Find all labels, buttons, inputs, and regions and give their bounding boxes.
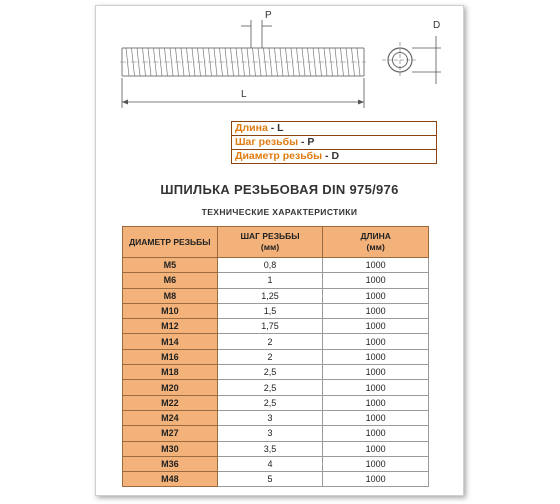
header-length (323, 227, 429, 258)
diameter-cell: M27 (123, 426, 218, 441)
diameter-cell: M8 (123, 288, 218, 303)
header-pitch-title: ШАГ РЕЗЬБЫ (240, 231, 300, 241)
pitch-cell: 1,5 (217, 303, 323, 318)
length-cell: 1000 (323, 380, 429, 395)
diameter-cell: M30 (123, 441, 218, 456)
pitch-cell: 3,5 (217, 441, 323, 456)
pitch-cell: 0,8 (217, 258, 323, 273)
pitch-cell: 1 (217, 273, 323, 288)
table-row (123, 258, 429, 273)
header-pitch (217, 227, 323, 258)
pitch-cell: 3 (217, 426, 323, 441)
diameter-cell: M36 (123, 456, 218, 471)
diameter-cell: M6 (123, 273, 218, 288)
spec-table (122, 226, 429, 487)
diameter-cell: M10 (123, 303, 218, 318)
length-cell: 1000 (323, 472, 429, 487)
table-row (123, 303, 429, 318)
table-row (123, 365, 429, 380)
pitch-cell: 3 (217, 410, 323, 425)
table-row (123, 410, 429, 425)
header-length-unit: (мм) (366, 242, 385, 252)
table-row (123, 426, 429, 441)
length-cell: 1000 (323, 349, 429, 364)
legend-row (232, 136, 437, 150)
legend-cell: Длина - L (232, 122, 437, 136)
pitch-cell: 1,25 (217, 288, 323, 303)
diameter-label: D (433, 20, 441, 31)
length-cell: 1000 (323, 288, 429, 303)
legend-key: Длина (235, 122, 268, 134)
length-label: L (241, 89, 247, 100)
pitch-label: P (265, 10, 272, 21)
legend-row (232, 150, 437, 164)
length-cell: 1000 (323, 334, 429, 349)
pitch-cell: 2,5 (217, 395, 323, 410)
legend-row (232, 122, 437, 136)
length-cell: 1000 (323, 273, 429, 288)
table-row (123, 380, 429, 395)
diameter-cell: M22 (123, 395, 218, 410)
length-cell: 1000 (323, 410, 429, 425)
length-cell: 1000 (323, 365, 429, 380)
table-row (123, 456, 429, 471)
table-row (123, 395, 429, 410)
legend-cell: Шаг резьбы - P (232, 136, 437, 150)
spec-table-header (123, 227, 429, 258)
table-row (123, 273, 429, 288)
table-row (123, 319, 429, 334)
spec-sheet (95, 5, 464, 496)
threaded-rod-drawing (96, 6, 463, 116)
pitch-cell: 2 (217, 349, 323, 364)
table-row (123, 349, 429, 364)
header-length-title: ДЛИНА (360, 231, 391, 241)
length-cell: 1000 (323, 303, 429, 318)
table-row (123, 472, 429, 487)
table-row (123, 441, 429, 456)
length-cell: 1000 (323, 395, 429, 410)
legend-cell: Диаметр резьбы - D (232, 150, 437, 164)
legend-box (231, 121, 437, 164)
table-row (123, 288, 429, 303)
diameter-cell: M48 (123, 472, 218, 487)
header-pitch-unit: (мм) (260, 242, 280, 252)
legend-symbol: L (277, 122, 284, 134)
pitch-cell: 2 (217, 334, 323, 349)
legend-symbol: P (307, 136, 315, 148)
pitch-cell: 2,5 (217, 380, 323, 395)
pitch-cell: 2,5 (217, 365, 323, 380)
page-subtitle: ТЕХНИЧЕСКИЕ ХАРАКТЕРИСТИКИ (201, 207, 358, 217)
length-cell: 1000 (323, 456, 429, 471)
diameter-cell: M16 (123, 349, 218, 364)
diameter-cell: M5 (123, 258, 218, 273)
diameter-cell: M24 (123, 410, 218, 425)
legend-key: Диаметр резьбы (235, 150, 323, 162)
pitch-cell: 4 (217, 456, 323, 471)
diameter-cell: M20 (123, 380, 218, 395)
length-cell: 1000 (323, 441, 429, 456)
length-cell: 1000 (323, 426, 429, 441)
pitch-cell: 1,75 (217, 319, 323, 334)
diameter-cell: M18 (123, 365, 218, 380)
diameter-cell: M12 (123, 319, 218, 334)
length-cell: 1000 (323, 258, 429, 273)
table-row (123, 334, 429, 349)
legend-key: Шаг резьбы (235, 136, 299, 148)
legend-symbol: D (331, 150, 340, 162)
page-title: ШПИЛЬКА РЕЗЬБОВАЯ DIN 975/976 (160, 182, 399, 197)
header-diameter: ДИАМЕТР РЕЗЬБЫ (123, 227, 218, 258)
length-cell: 1000 (323, 319, 429, 334)
diameter-cell: M14 (123, 334, 218, 349)
pitch-cell: 5 (217, 472, 323, 487)
